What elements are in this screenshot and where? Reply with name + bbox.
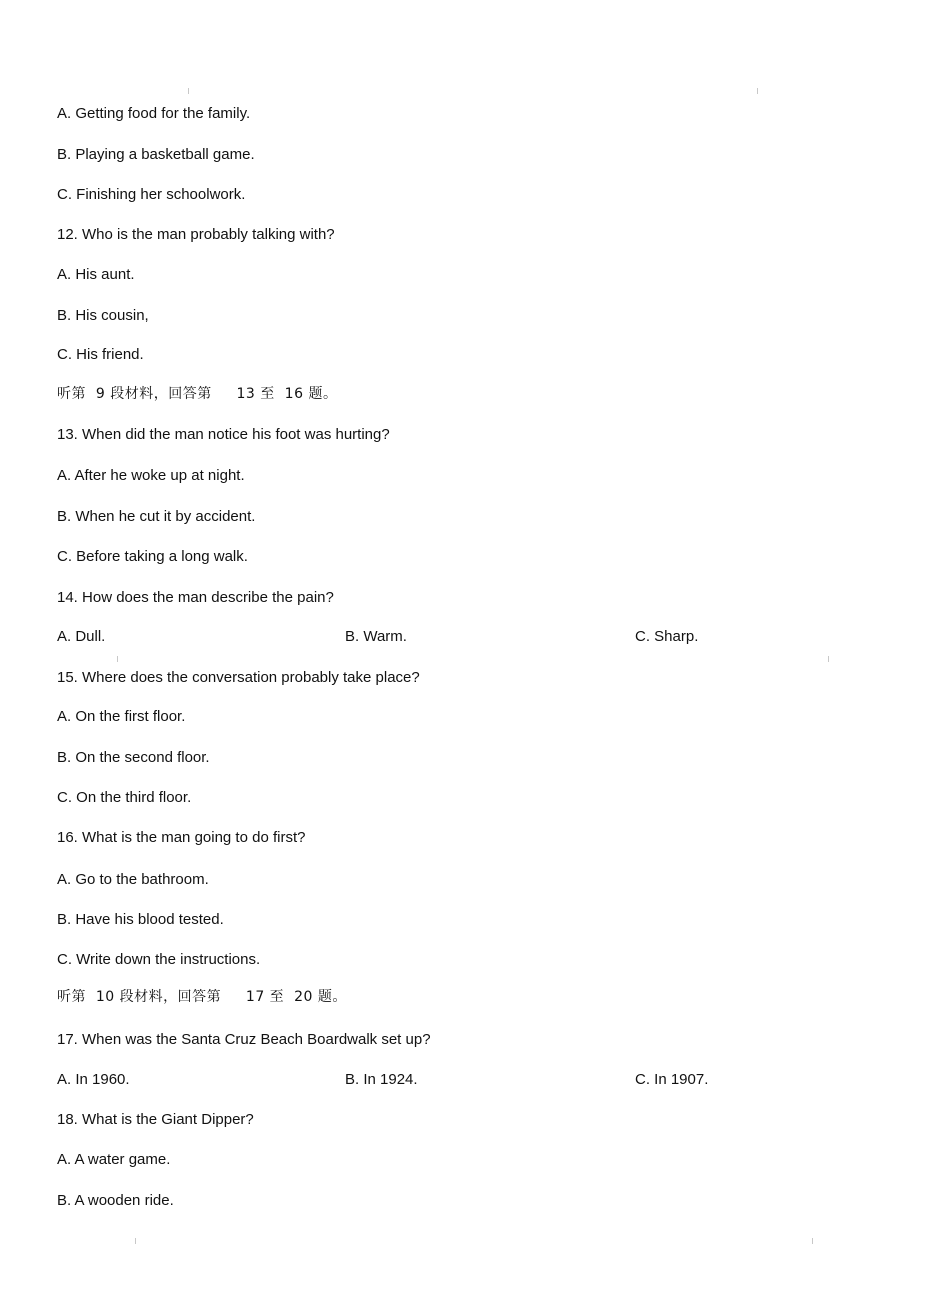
question-line: 13. When did the man notice his foot was hurting?: [57, 426, 390, 443]
option-line: B. Playing a basketball game.: [57, 146, 255, 163]
option-b: B. In 1924.: [345, 1071, 418, 1088]
option-line: C. Before taking a long walk.: [57, 548, 248, 565]
question-line: 14. How does the man describe the pain?: [57, 589, 334, 606]
section-instruction: 听第 10 段材料，回答第 17 至 20 题。: [57, 989, 347, 1005]
option-line: A. A water game.: [57, 1151, 171, 1168]
option-line: A. Getting food for the family.: [57, 105, 251, 122]
option-line: C. Write down the instructions.: [57, 951, 261, 968]
question-line: 16. What is the man going to do first?: [57, 829, 306, 846]
option-line: C. Finishing her schoolwork.: [57, 186, 246, 203]
option-line: B. His cousin,: [57, 307, 149, 324]
question-line: 18. What is the Giant Dipper?: [57, 1111, 254, 1128]
option-b: B. Warm.: [345, 628, 407, 645]
option-line: A. After he woke up at night.: [57, 467, 245, 484]
option-line: A. Go to the bathroom.: [57, 871, 209, 888]
option-line: A. His aunt.: [57, 266, 135, 283]
scan-mark: [188, 88, 189, 94]
option-line: C. His friend.: [57, 346, 144, 363]
option-c: C. In 1907.: [635, 1071, 709, 1088]
option-a: A. Dull.: [57, 628, 106, 645]
option-line: B. Have his blood tested.: [57, 911, 224, 928]
question-line: 12. Who is the man probably talking with?: [57, 226, 335, 243]
scan-mark: [135, 1238, 136, 1244]
question-line: 15. Where does the conversation probably take place?: [57, 669, 420, 686]
scan-mark: [757, 88, 758, 94]
scan-mark: [828, 656, 829, 662]
scan-mark: [117, 656, 118, 662]
option-a: A. In 1960.: [57, 1071, 130, 1088]
option-row: [57, 1071, 897, 1089]
section-instruction: 听第 9 段材料，回答第 13 至 16 题。: [57, 386, 338, 402]
option-c: C. Sharp.: [635, 628, 699, 645]
scan-mark: [812, 1238, 813, 1244]
option-line: B. On the second floor.: [57, 749, 210, 766]
option-line: C. On the third floor.: [57, 789, 192, 806]
option-line: A. On the first floor.: [57, 708, 186, 725]
option-row: [57, 628, 897, 646]
option-line: B. A wooden ride.: [57, 1192, 174, 1209]
question-line: 17. When was the Santa Cruz Beach Boardwalk set up?: [57, 1031, 431, 1048]
option-line: B. When he cut it by accident.: [57, 508, 256, 525]
